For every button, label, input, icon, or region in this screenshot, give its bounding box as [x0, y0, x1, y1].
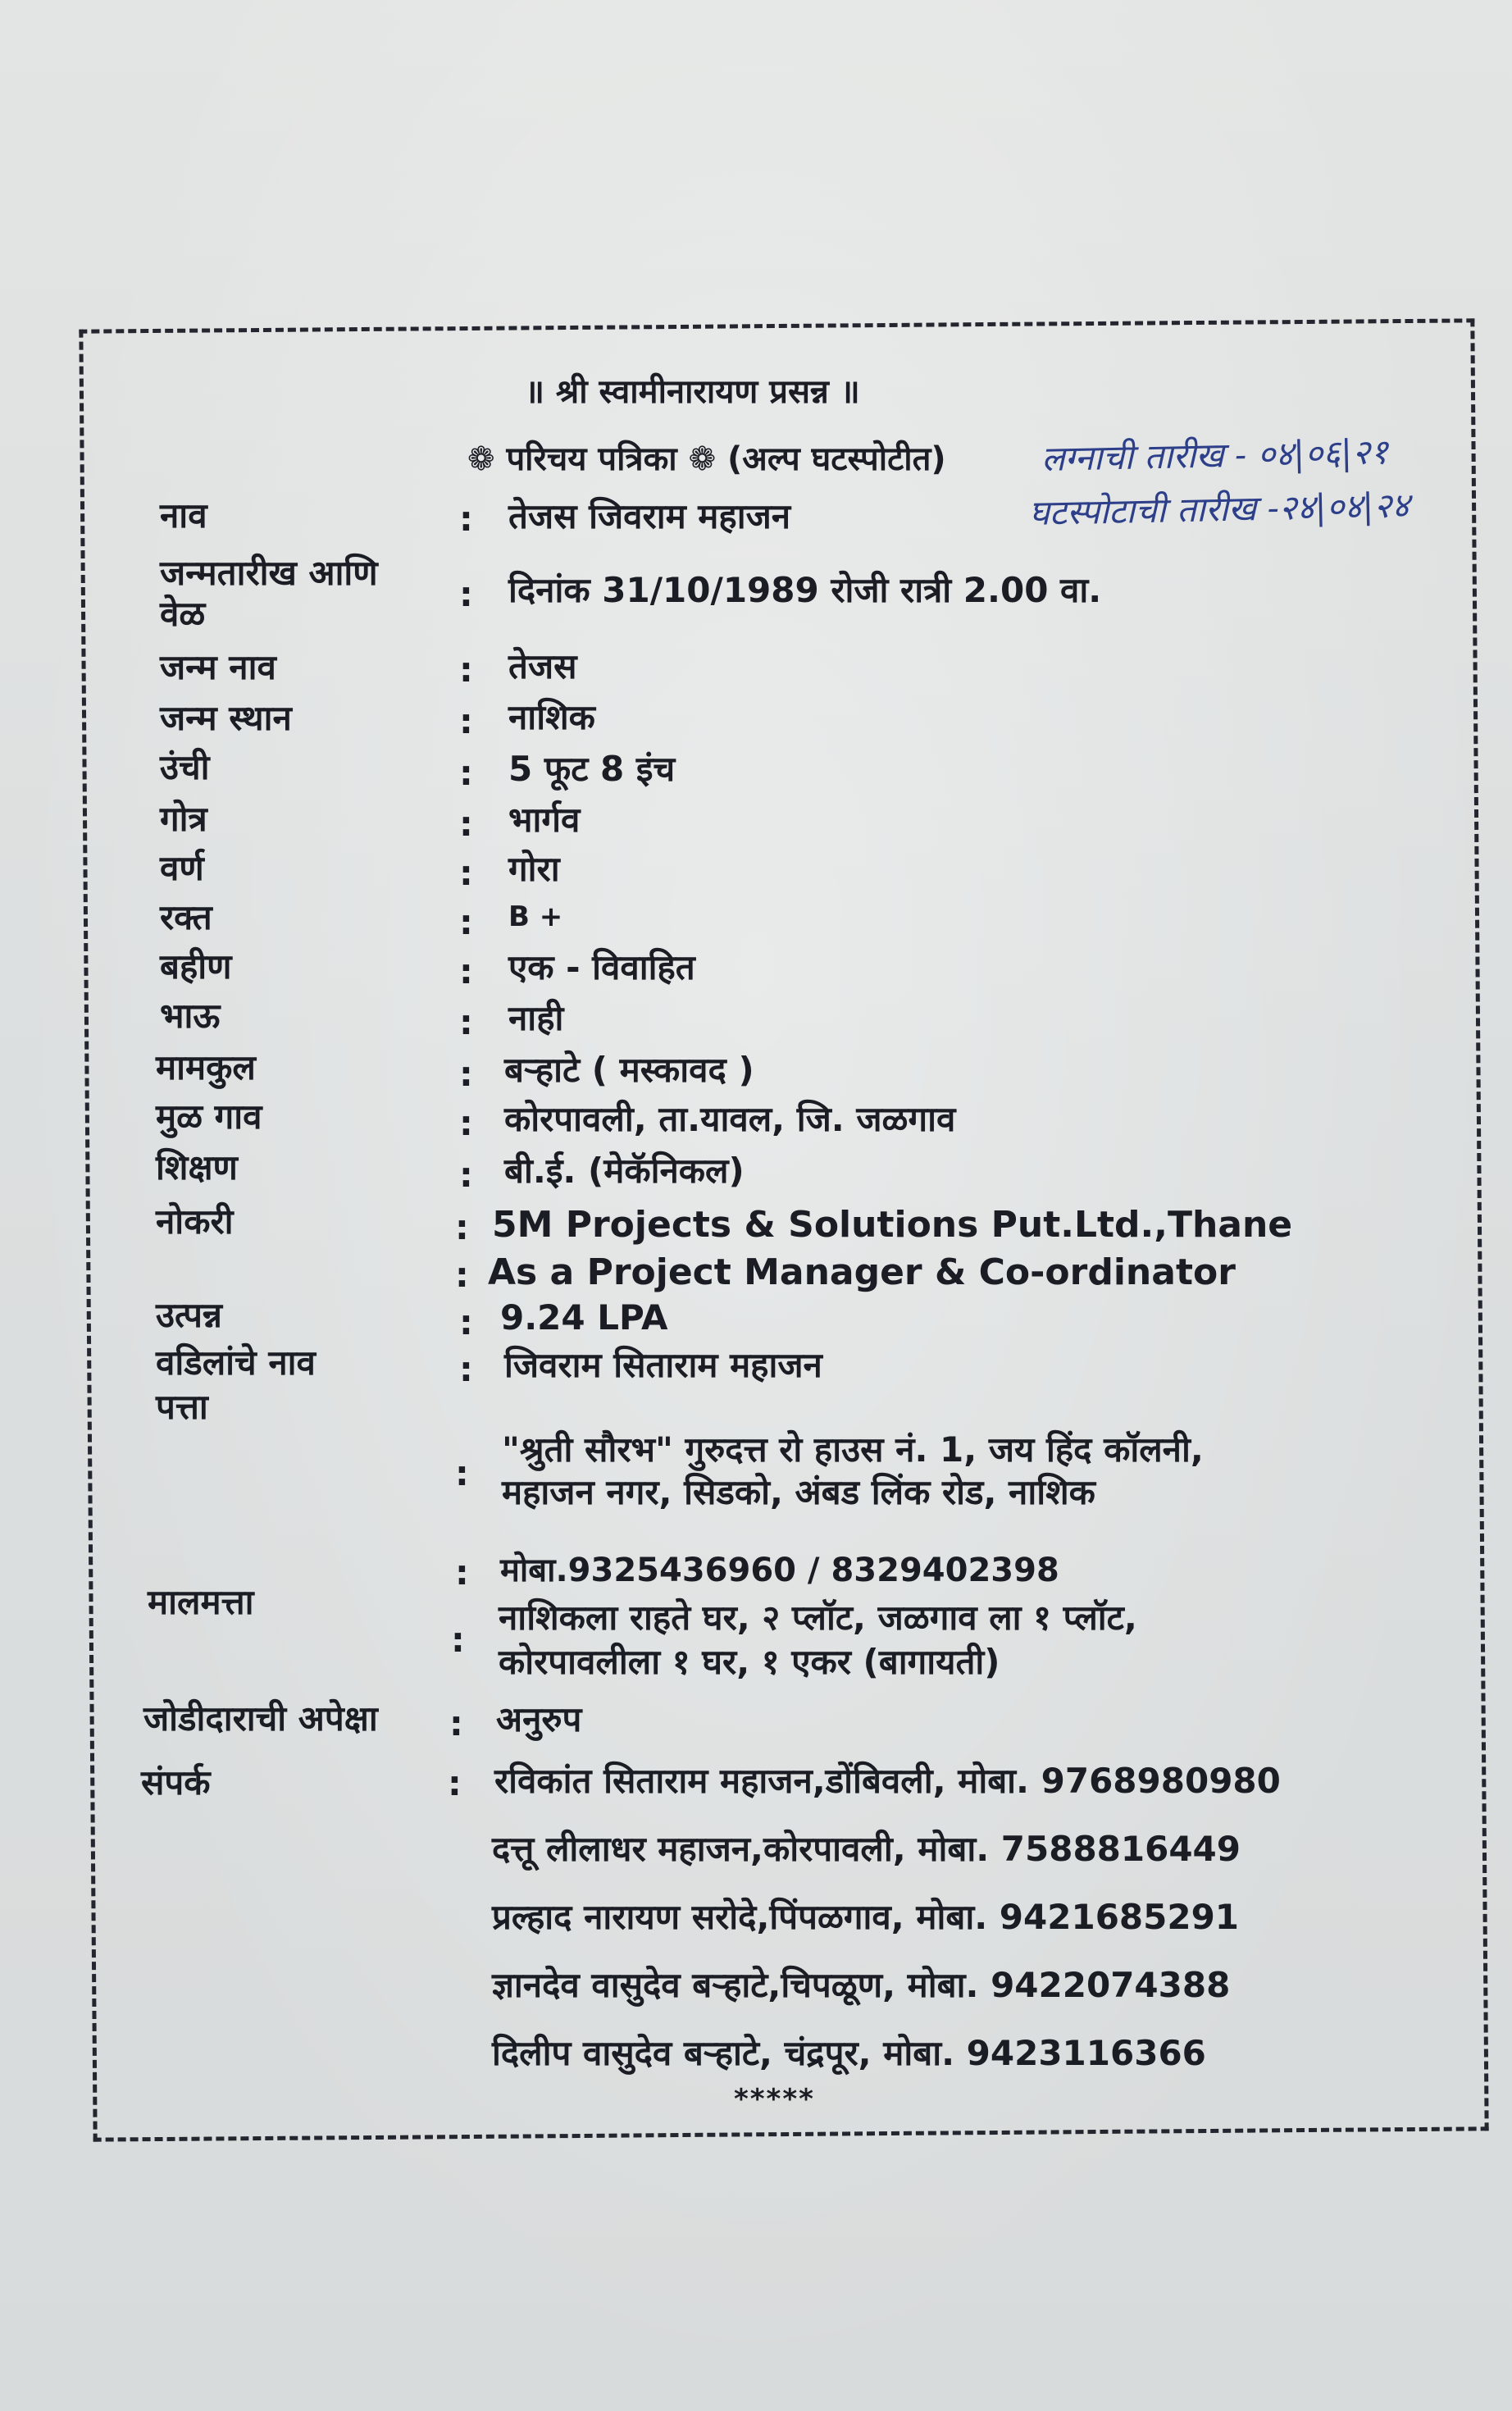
colon: :: [459, 1002, 473, 1042]
label-blood: रक्त: [160, 897, 212, 937]
label-income: उत्पन्न: [156, 1295, 222, 1335]
colon: :: [451, 1620, 465, 1660]
colon: :: [459, 499, 473, 539]
colon: :: [459, 1103, 473, 1143]
invocation-heading: ॥ श्री स्वामीनारायण प्रसन्न ॥: [525, 373, 860, 411]
value-birth-place: नाशिक: [508, 697, 595, 737]
label-contact: संपर्क: [141, 1762, 211, 1803]
value-gotra: भार्गव: [508, 800, 581, 840]
value-dob: दिनांक 31/10/1989 रोजी रात्री 2.00 वा.: [508, 570, 1102, 610]
label-education: शिक्षण: [156, 1147, 238, 1187]
colon: :: [455, 1453, 469, 1493]
value-job-role: As a Project Manager & Co-ordinator: [488, 1251, 1236, 1293]
colon: :: [448, 1763, 462, 1803]
contact-line: दत्तू लीलाधर महाजन,कोरपावली, मोबा. 7588816449: [492, 1829, 1241, 1869]
value-blood: B +: [508, 900, 563, 933]
label-height: उंची: [160, 747, 210, 787]
handwritten-marriage-date: लग्नाची तारीख - ०४|०६|२१: [1041, 431, 1389, 479]
label-name: नाव: [160, 495, 207, 536]
colon: :: [455, 1552, 469, 1593]
contact-line: ज्ञानदेव वासुदेव बऱ्हाटे,चिपळूण, मोबा. 9422074388: [492, 1965, 1231, 2005]
colon: :: [459, 574, 473, 614]
colon: :: [459, 1302, 473, 1342]
colon: :: [459, 649, 473, 690]
label-property: मालमत्ता: [148, 1582, 254, 1622]
value-mobile: मोबा.9325436960 / 8329402398: [500, 1552, 1059, 1589]
value-sister: एक - विवाहित: [508, 947, 695, 987]
label-brother: भाऊ: [160, 996, 221, 1036]
value-brother: नाही: [508, 998, 564, 1038]
value-maternal: बऱ्हाटे ( मस्कावद ): [504, 1050, 754, 1090]
document-title: ❁ परिचय पत्रिका ❁ (अल्प घटस्पोटीत): [467, 440, 946, 478]
colon: :: [459, 951, 473, 991]
colon: :: [459, 753, 473, 793]
label-job: नोकरी: [156, 1201, 234, 1242]
value-complexion: गोरा: [508, 849, 560, 889]
value-property-line1: नाशिकला राहते घर, २ प्लॉट, जळगाव ला १ प्लॉट,: [499, 1597, 1137, 1638]
label-birth-place: जन्म स्थान: [160, 698, 292, 738]
label-sister: बहीण: [160, 946, 232, 987]
label-native-village: मुळ गाव: [156, 1096, 262, 1137]
value-birth-name: तेजस: [508, 646, 577, 686]
value-partner-expectation: अनुरुप: [496, 1699, 582, 1739]
label-complexion: वर्ण: [160, 848, 204, 888]
value-height: 5 फूट 8 इंच: [508, 749, 676, 789]
value-property-line2: कोरपावलीला १ घर, १ एकर (बागायती): [499, 1642, 1000, 1682]
contact-line: प्रल्हाद नारायण सरोदे,पिंपळगाव, मोबा. 9421685291: [492, 1897, 1240, 1937]
colon: :: [459, 902, 473, 942]
label-father-name: वडिलांचे नाव: [156, 1342, 316, 1383]
label-gotra: गोत्र: [160, 799, 207, 839]
value-job-company: 5M Projects & Solutions Put.Ltd.,Thane: [492, 1204, 1293, 1246]
value-father-name: जिवराम सिताराम महाजन: [504, 1345, 822, 1385]
colon: :: [459, 853, 473, 893]
colon: :: [449, 1703, 463, 1743]
label-address: पत्ता: [156, 1387, 208, 1427]
colon: :: [459, 701, 473, 741]
label-maternal: मामकुल: [156, 1047, 256, 1087]
handwritten-divorce-date: घटस्पोटाची तारीख -२४|०४|२४: [1028, 485, 1410, 533]
value-name: तेजस जिवराम महाजन: [508, 496, 791, 536]
colon: :: [459, 1349, 473, 1389]
value-address-line1: "श्रुती सौरभ" गुरुदत्त रो हाउस नं. 1, जय हिंद कॉलनी,: [502, 1429, 1204, 1470]
contact-line: रविकांत सिताराम महाजन,डोंबिवली, मोबा. 9768980980: [494, 1761, 1281, 1801]
colon: :: [459, 1155, 473, 1195]
value-education: बी.ई. (मेकॅनिकल): [504, 1151, 745, 1191]
colon: :: [459, 1054, 473, 1094]
value-income: 9.24 LPA: [500, 1297, 668, 1338]
label-dob-line1: जन्मतारीख आणि: [160, 553, 378, 593]
colon: :: [459, 804, 473, 844]
value-native-village: कोरपावली, ता.यावल, जि. जळगाव: [504, 1099, 956, 1139]
label-dob-line2: वेळ: [160, 594, 206, 634]
colon: :: [455, 1207, 469, 1247]
value-address-line2: महाजन नगर, सिडको, अंबड लिंक रोड, नाशिक: [502, 1472, 1095, 1512]
footer-stars: *****: [734, 2083, 815, 2116]
contact-line: दिलीप वासुदेव बऱ्हाटे, चंद्रपूर, मोबा. 9423116366: [492, 2033, 1206, 2073]
label-partner-expectation: जोडीदाराची अपेक्षा: [143, 1698, 378, 1739]
label-birth-name: जन्म नाव: [160, 647, 276, 687]
colon: :: [455, 1255, 469, 1295]
